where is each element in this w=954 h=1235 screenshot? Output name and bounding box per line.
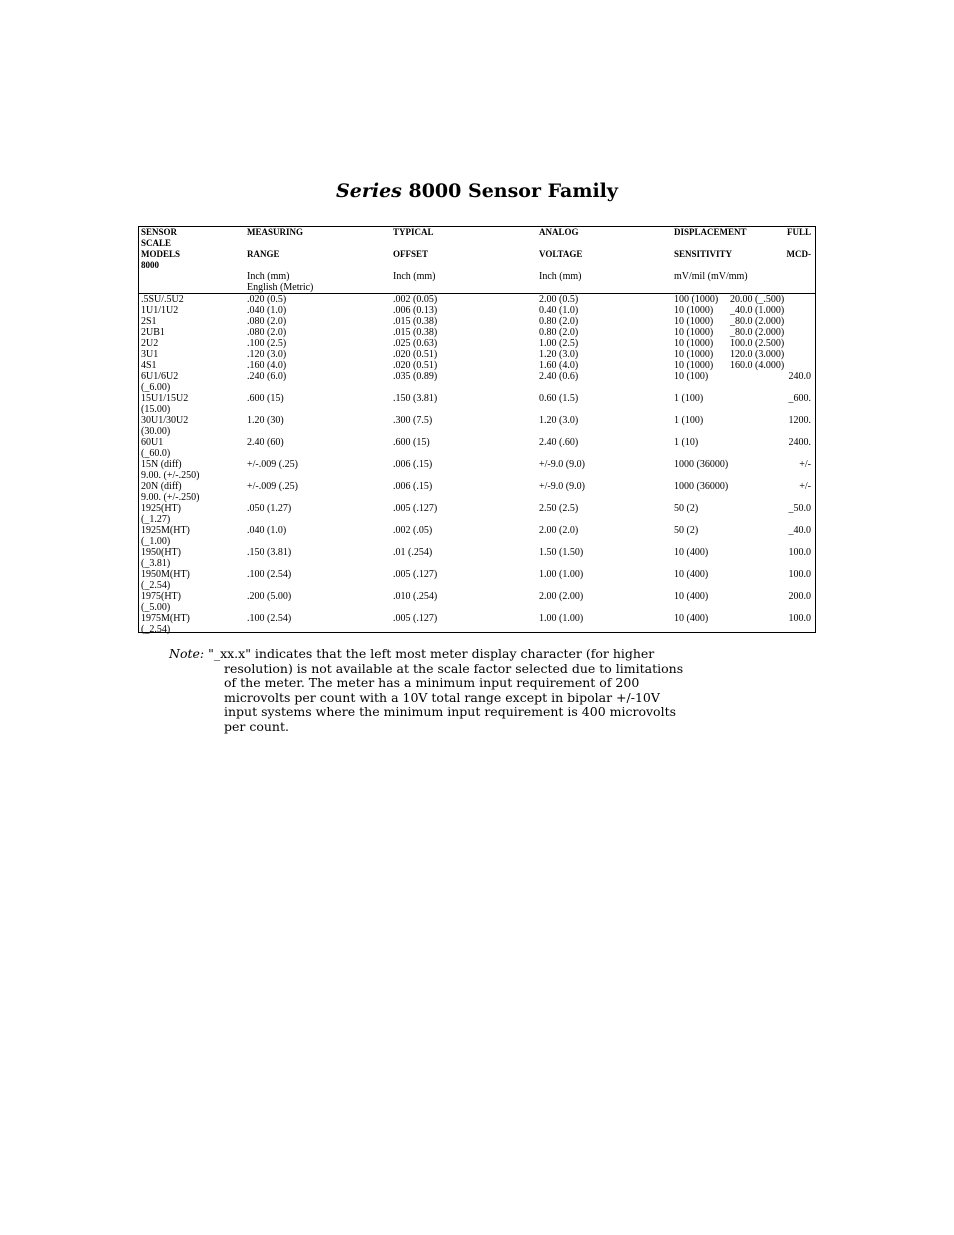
page-title <box>0 180 954 202</box>
cell-sensitivity: 10 (1000) <box>674 305 714 316</box>
cell-offset: .002 (.05) <box>393 525 433 536</box>
cell-range: .080 (2.0) <box>247 327 287 338</box>
cell-full-scale: 120.0 (3.000) <box>730 349 785 360</box>
cell-sensitivity: 10 (1000) <box>674 338 714 349</box>
cell-range: .040 (1.0) <box>247 305 287 316</box>
table-row <box>139 305 815 316</box>
table-row <box>139 569 815 591</box>
hdr-measuring: MEASURING <box>247 227 304 237</box>
cell-range: .600 (15) <box>247 393 284 404</box>
note-label: Note: <box>169 646 205 661</box>
note-first-line <box>169 647 689 662</box>
cell-full-scale: +/- <box>799 481 811 492</box>
cell-full-scale: 20.00 (_.500) <box>730 294 785 305</box>
table-row <box>139 437 815 459</box>
hdr-offset-unit: Inch (mm) <box>393 271 436 282</box>
hdr-range-unit: Inch (mm) <box>247 271 290 282</box>
hdr-displacement: DISPLACEMENT <box>674 227 747 237</box>
note-line-2: of the meter. The meter has a minimum input requirement of 200 <box>224 675 640 690</box>
cell-sensitivity: 50 (2) <box>674 503 699 514</box>
cell-model-sub: 9.00. (+/-.250) <box>141 470 200 481</box>
cell-model-sub: (_2.54) <box>141 580 171 591</box>
cell-sensitivity: 10 (400) <box>674 547 709 558</box>
cell-voltage: 1.00 (1.00) <box>539 613 584 624</box>
cell-model: 3U1 <box>141 349 159 360</box>
hdr-range-system: English (Metric) <box>247 282 314 293</box>
cell-sensitivity: 50 (2) <box>674 525 699 536</box>
table-row <box>139 393 815 415</box>
cell-full-scale: 100.0 <box>788 569 811 580</box>
cell-range: .150 (3.81) <box>247 547 292 558</box>
cell-model-sub: (_1.27) <box>141 514 171 525</box>
cell-voltage: 2.50 (2.5) <box>539 503 579 514</box>
cell-range: .020 (0.5) <box>247 294 287 305</box>
hdr-typical: TYPICAL <box>393 227 434 237</box>
cell-full-scale: 1200. <box>788 415 811 426</box>
sensor-table <box>138 226 816 633</box>
cell-voltage: 1.20 (3.0) <box>539 349 579 360</box>
cell-full-scale: _80.0 (2.000) <box>730 327 785 338</box>
hdr-sensitivity-unit: mV/mil (mV/mm) <box>674 271 748 282</box>
cell-voltage: 1.50 (1.50) <box>539 547 584 558</box>
cell-offset: .005 (.127) <box>393 503 438 514</box>
cell-range: .120 (3.0) <box>247 349 287 360</box>
cell-range: .160 (4.0) <box>247 360 287 371</box>
cell-offset: .005 (.127) <box>393 569 438 580</box>
cell-range: +/-.009 (.25) <box>247 481 298 492</box>
cell-offset: .002 (0.05) <box>393 294 438 305</box>
cell-full-scale: 240.0 <box>788 371 811 382</box>
cell-full-scale: 2400. <box>788 437 811 448</box>
hdr-range: RANGE <box>247 249 280 259</box>
cell-sensitivity: 10 (1000) <box>674 349 714 360</box>
cell-full-scale: +/- <box>799 459 811 470</box>
cell-voltage: 1.20 (3.0) <box>539 415 579 426</box>
cell-range: .200 (5.00) <box>247 591 292 602</box>
cell-sensitivity: 10 (400) <box>674 613 709 624</box>
table-row <box>139 613 815 635</box>
cell-model: 2S1 <box>141 316 157 327</box>
cell-range: .100 (2.5) <box>247 338 287 349</box>
table-row <box>139 591 815 613</box>
cell-sensitivity: 10 (1000) <box>674 327 714 338</box>
cell-offset: .035 (0.89) <box>393 371 438 382</box>
hdr-sensitivity: SENSITIVITY <box>674 249 733 259</box>
cell-sensitivity: 10 (1000) <box>674 360 714 371</box>
cell-full-scale: 160.0 (4.000) <box>730 360 785 371</box>
table-row <box>139 360 815 371</box>
cell-voltage: 1.60 (4.0) <box>539 360 579 371</box>
cell-model: 30U1/30U2 <box>141 415 189 426</box>
note-block <box>169 647 689 734</box>
cell-full-scale: 100.0 (2.500) <box>730 338 785 349</box>
cell-voltage: 2.00 (2.0) <box>539 525 579 536</box>
hdr-offset: OFFSET <box>393 249 429 259</box>
table-row <box>139 481 815 503</box>
cell-model-sub: 9.00. (+/-.250) <box>141 492 200 503</box>
cell-sensitivity: 10 (400) <box>674 591 709 602</box>
cell-offset: .010 (.254) <box>393 591 438 602</box>
cell-sensitivity: 1 (10) <box>674 437 699 448</box>
table-row <box>139 415 815 437</box>
cell-model-sub: (_3.81) <box>141 558 171 569</box>
cell-model: 4S1 <box>141 360 157 371</box>
cell-voltage: 1.00 (2.5) <box>539 338 579 349</box>
table-row <box>139 503 815 525</box>
title-italic: Series <box>336 180 402 202</box>
note-line-3: microvolts per count with a 10V total range except in bipolar +/-10V <box>224 689 660 705</box>
cell-offset: .01 (.254) <box>393 547 433 558</box>
cell-full-scale: 100.0 <box>788 547 811 558</box>
hdr-8000: 8000 <box>141 260 159 270</box>
title-rest: 8000 Sensor Family <box>401 180 618 202</box>
table-row <box>139 327 815 338</box>
cell-full-scale: _80.0 (2.000) <box>730 316 785 327</box>
cell-model: 1950(HT) <box>141 547 181 558</box>
cell-voltage: 2.40 (.60) <box>539 437 579 448</box>
cell-model-sub: (_60.0) <box>141 448 171 459</box>
cell-range: .050 (1.27) <box>247 503 292 514</box>
cell-model: 1975M(HT) <box>141 613 190 624</box>
cell-voltage: 0.60 (1.5) <box>539 393 579 404</box>
cell-model: 2UB1 <box>141 327 165 338</box>
cell-offset: .015 (0.38) <box>393 327 438 338</box>
cell-model: 6U1/6U2 <box>141 371 179 382</box>
cell-model-sub: (_6.00) <box>141 382 171 393</box>
cell-model-sub: (_2.54) <box>141 624 171 635</box>
cell-voltage: +/-9.0 (9.0) <box>539 459 585 470</box>
cell-offset: .020 (0.51) <box>393 360 438 371</box>
hdr-analog: ANALOG <box>539 227 579 237</box>
cell-voltage: 1.00 (1.00) <box>539 569 584 580</box>
cell-range: .100 (2.54) <box>247 613 292 624</box>
cell-offset: .015 (0.38) <box>393 316 438 327</box>
cell-model-sub: (30.00) <box>141 426 171 437</box>
cell-model: 1925M(HT) <box>141 525 190 536</box>
cell-sensitivity: 1 (100) <box>674 393 704 404</box>
cell-full-scale: _40.0 <box>788 525 811 536</box>
cell-range: .240 (6.0) <box>247 371 287 382</box>
hdr-voltage: VOLTAGE <box>539 249 583 259</box>
table-row <box>139 338 815 349</box>
table-row <box>139 547 815 569</box>
cell-range: .100 (2.54) <box>247 569 292 580</box>
cell-range: +/-.009 (.25) <box>247 459 298 470</box>
cell-voltage: 2.00 (0.5) <box>539 294 579 305</box>
cell-model: 1925(HT) <box>141 503 181 514</box>
cell-sensitivity: 10 (100) <box>674 371 709 382</box>
hdr-sensor: SENSOR <box>141 227 178 237</box>
cell-model: 1975(HT) <box>141 591 181 602</box>
cell-full-scale: 100.0 <box>788 613 811 624</box>
cell-voltage: 0.80 (2.0) <box>539 316 579 327</box>
table-body <box>139 294 815 635</box>
cell-offset: .006 (.15) <box>393 481 433 492</box>
cell-voltage: 0.80 (2.0) <box>539 327 579 338</box>
hdr-models: MODELS <box>141 249 181 259</box>
cell-offset: .020 (0.51) <box>393 349 438 360</box>
cell-voltage: +/-9.0 (9.0) <box>539 481 585 492</box>
cell-offset: .600 (15) <box>393 437 430 448</box>
cell-full-scale: _600. <box>788 393 811 404</box>
cell-sensitivity: 10 (1000) <box>674 316 714 327</box>
cell-range: .040 (1.0) <box>247 525 287 536</box>
note-line-5: per count. <box>224 718 289 734</box>
cell-sensitivity: 1000 (36000) <box>674 459 729 470</box>
note-line-1: resolution) is not available at the scale factor selected due to limitations <box>224 660 684 676</box>
hdr-full: FULL <box>786 227 811 237</box>
cell-model-sub: (_5.00) <box>141 602 171 613</box>
cell-offset: .025 (0.63) <box>393 338 438 349</box>
cell-range: .080 (2.0) <box>247 316 287 327</box>
cell-model: 15U1/15U2 <box>141 393 189 404</box>
table-row <box>139 316 815 327</box>
cell-model: 20N (diff) <box>141 481 182 492</box>
cell-range: 1.20 (30) <box>247 415 284 426</box>
cell-voltage: 2.00 (2.00) <box>539 591 584 602</box>
note-line-4: input systems where the minimum input requirement is 400 microvolts <box>224 704 677 719</box>
cell-full-scale: 200.0 <box>788 591 811 602</box>
table-row <box>139 525 815 547</box>
table-row <box>139 349 815 360</box>
table-row <box>139 459 815 481</box>
cell-voltage: 2.40 (0.6) <box>539 371 579 382</box>
cell-model-sub: (_1.00) <box>141 536 171 547</box>
hdr-voltage-unit: Inch (mm) <box>539 271 582 282</box>
cell-sensitivity: 1 (100) <box>674 415 704 426</box>
table-row <box>139 371 815 393</box>
cell-model-sub: (15.00) <box>141 404 171 415</box>
cell-offset: .006 (.15) <box>393 459 433 470</box>
cell-sensitivity: 10 (400) <box>674 569 709 580</box>
cell-sensitivity: 1000 (36000) <box>674 481 729 492</box>
cell-full-scale: _50.0 <box>788 503 811 514</box>
hdr-scale: SCALE <box>141 238 172 248</box>
cell-range: 2.40 (60) <box>247 437 284 448</box>
cell-model: 60U1 <box>141 437 164 448</box>
cell-model: 1950M(HT) <box>141 569 190 580</box>
cell-model: 2U2 <box>141 338 159 349</box>
cell-offset: .150 (3.81) <box>393 393 438 404</box>
cell-model: 15N (diff) <box>141 459 182 470</box>
note-line-0: "_xx.x" indicates that the left most meter display character (for higher <box>204 646 655 661</box>
table-row <box>139 294 815 305</box>
cell-full-scale: _40.0 (1.000) <box>730 305 785 316</box>
table-header <box>139 227 815 294</box>
cell-voltage: 0.40 (1.0) <box>539 305 579 316</box>
cell-offset: .300 (7.5) <box>393 415 433 426</box>
cell-offset: .005 (.127) <box>393 613 438 624</box>
cell-offset: .006 (0.13) <box>393 305 438 316</box>
cell-model: .5SU/.5U2 <box>141 294 184 305</box>
cell-sensitivity: 100 (1000) <box>674 294 719 305</box>
hdr-mcd: MCD- <box>786 249 811 259</box>
cell-model: 1U1/1U2 <box>141 305 179 316</box>
